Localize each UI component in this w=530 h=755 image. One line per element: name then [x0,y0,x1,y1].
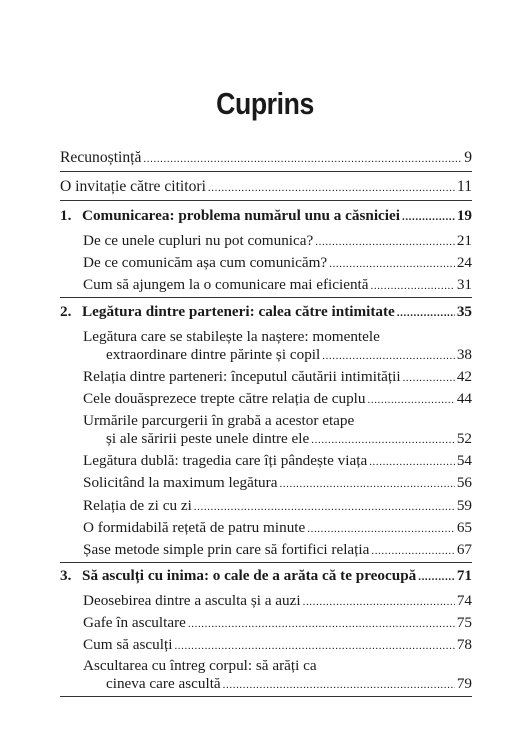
toc-subentry-label: cineva care ascultă [106,675,221,692]
toc-subentry-label: O formidabilă rețetă de patru minute [83,519,306,536]
divider [60,696,472,697]
chapter-number: 1. [60,207,72,224]
toc-subentry-page: 56 [456,474,472,491]
toc-subentry-label: Relația de zi cu zi [83,497,192,514]
toc-subentry-label: extraordinare dintre părinte și copil [106,346,321,363]
toc-subentry-line1: Ascultarea cu întreg corpul: să arăți ca [83,657,317,674]
divider [60,171,472,172]
dot-leader [303,594,455,611]
toc-subentry-page: 24 [456,254,472,271]
toc-subentry [83,497,472,516]
dot-leader [371,543,454,560]
toc-subentry [83,254,472,273]
toc-subentry [83,276,472,295]
chapter-title: Să asculți cu inima: o cale de a arăta că te preocupă [82,567,417,584]
toc-subentry [83,390,472,409]
dot-leader [371,278,455,295]
toc-subentry-label: Cele douăsprezece trepte către relația de cuplu [83,390,366,407]
toc-subentry-label: Cum să asculți [83,636,173,653]
divider [60,200,472,201]
chapter-page: 19 [456,207,472,224]
dot-leader [174,638,454,655]
toc-subentry-page: 79 [456,675,472,692]
dot-leader [329,256,455,273]
toc-subentry-label: De ce unele cupluri nu pot comunica? [83,232,314,249]
toc-entry [60,149,472,168]
toc-subentry-page: 67 [456,541,472,558]
toc-subentry-label: Relația dintre parteneri: începutul căutării intimității [83,368,401,385]
toc-entry-label: Recunoștință [60,149,142,166]
toc-subentry-line1: Urmările parcurgerii în grabă a acestor etape [83,412,355,429]
dot-leader [397,305,455,322]
dot-leader [307,521,455,538]
toc-subentry-page: 31 [456,276,472,293]
divider [60,297,472,298]
chapter-title: Comunicarea: problema numărul unu a căsniciei [82,207,400,224]
toc-subentry-label: Solicitând la maximum legătura [83,474,278,491]
toc-subentry-page: 44 [456,390,472,407]
chapter-heading [60,207,472,226]
toc-subentry-line1: Legătura care se stabilește la naștere: momentele [83,328,380,345]
chapter-page: 35 [456,303,472,320]
toc-subentry-label: și ale săririi peste unele dintre ele [106,430,310,447]
dot-leader [223,677,455,694]
dot-leader [402,209,455,226]
toc-subentry-label: Cum să ajungem la o comunicare mai eficientă [83,276,369,293]
dot-leader [311,432,455,449]
toc-subentry-page: 52 [456,430,472,447]
toc-entry [60,178,472,197]
toc-subentry [106,430,472,449]
dot-leader [279,476,454,493]
toc-entry-page: 9 [464,149,472,166]
toc-subentry [83,232,472,251]
dot-leader [315,234,455,251]
dot-leader [194,499,455,516]
divider [60,562,472,563]
toc-subentry [83,541,472,560]
toc-subentry-label: Legătura dublă: tragedia care îți pândește viața [83,452,368,469]
chapter-number: 2. [60,303,72,320]
toc-subentry-page: 75 [456,614,472,631]
toc-subentry-page: 21 [456,232,472,249]
toc-subentry [83,474,472,493]
chapter-number: 3. [60,567,72,584]
toc-subentry-label: Deosebirea dintre a asculta și a auzi [83,592,301,609]
toc-subentry-label: Gafe în ascultare [83,614,186,631]
toc-entry-label: O invitație către cititori [60,178,206,195]
dot-leader [208,180,455,197]
dot-leader [403,370,455,387]
dot-leader [418,569,455,586]
dot-leader [322,348,455,365]
dot-leader [369,454,455,471]
toc-subentry [83,452,472,471]
toc-subentry-page: 65 [456,519,472,536]
toc-subentry [106,346,472,365]
toc-subentry-page: 54 [456,452,472,469]
toc-subentry [83,368,472,387]
toc-subentry [83,636,472,655]
toc-subentry-page: 59 [456,497,472,514]
dot-leader [143,151,462,168]
toc-subentry-page: 74 [456,592,472,609]
chapter-page: 71 [456,567,472,584]
chapter-title: Legătura dintre parteneri: calea către intimitate [82,303,395,320]
toc-subentry [83,614,472,633]
toc-subentry-page: 38 [456,346,472,363]
toc-subentry-page: 78 [456,636,472,653]
toc-subentry-label: De ce comunicăm așa cum comunicăm? [83,254,328,271]
page-title: Cuprins [216,86,314,121]
toc-subentry [83,519,472,538]
toc-subentry-label: Șase metode simple prin care să fortifici relația [83,541,370,558]
toc-subentry-page: 42 [456,368,472,385]
chapter-heading [60,567,472,586]
dot-leader [188,616,455,633]
toc-subentry [106,675,472,694]
chapter-heading [60,303,472,322]
dot-leader [368,392,455,409]
toc-entry-page: 11 [456,178,472,195]
toc-subentry [83,592,472,611]
